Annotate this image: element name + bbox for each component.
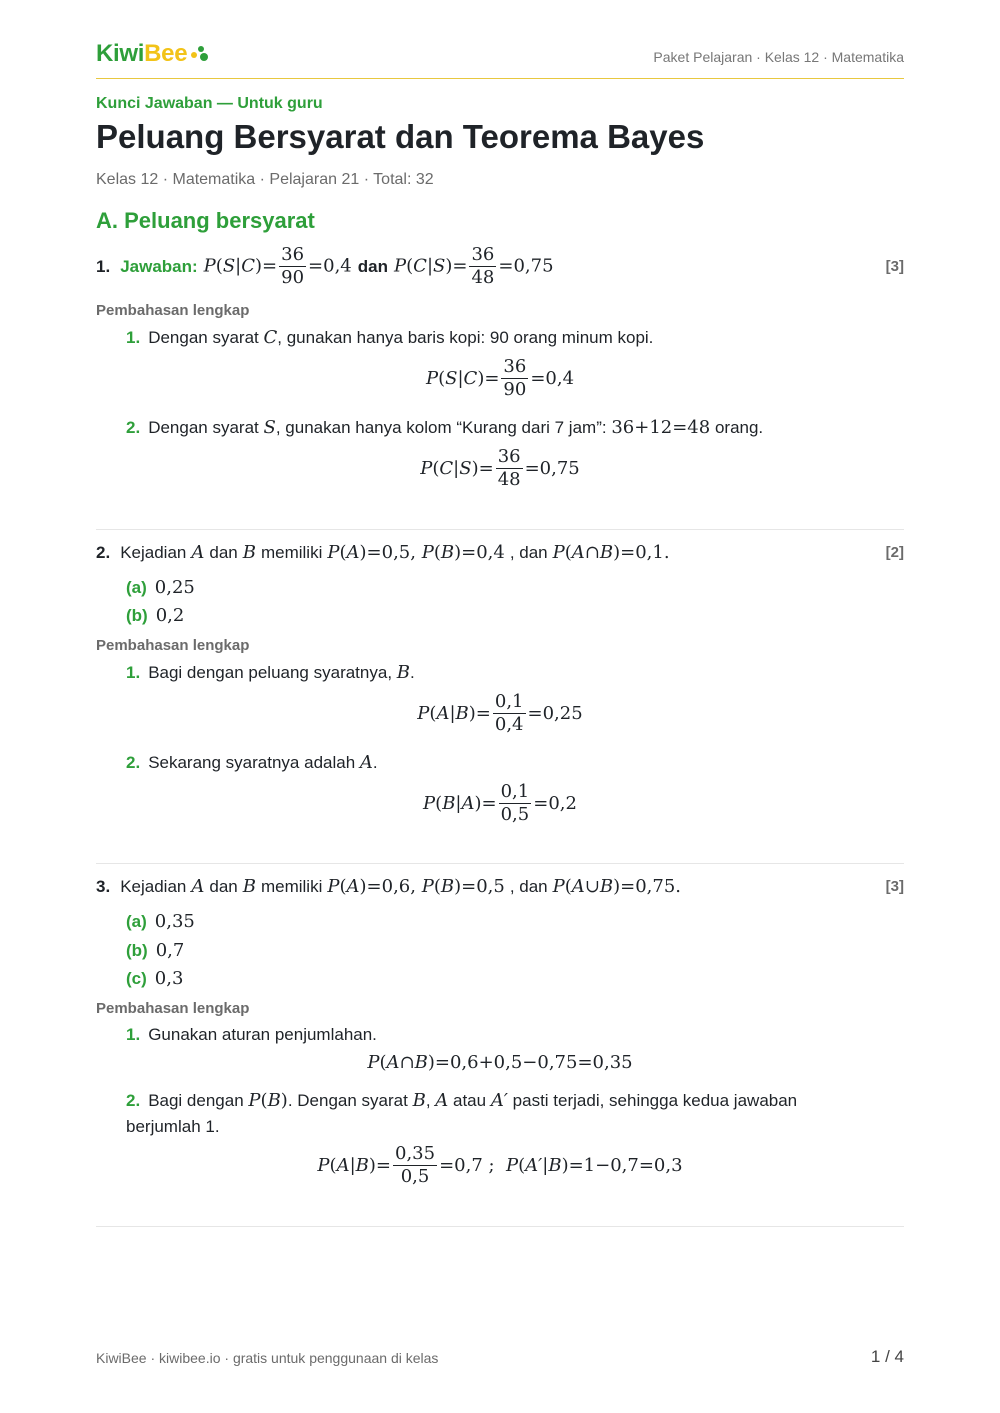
question-text: dan [209, 542, 238, 562]
equation: P(B|A)= $\frac{0,1}{0,5}$ =0,2 [423, 781, 577, 825]
equation: P(A|B)= $\frac{0,35}{0,5}$ =0,7 ; P(A′|B)=1−0,7=0,3 [317, 1143, 683, 1187]
solution-step: 2. Sekarang syaratnya adalah A. [126, 752, 378, 773]
question-text: dan [209, 876, 238, 896]
step-text: Dengan syarat [148, 418, 259, 437]
answer-key-label: Kunci Jawaban — Untuk guru [96, 95, 323, 112]
solution-heading: Pembahasan lengkap [96, 637, 250, 654]
points-badge: [2] [885, 544, 904, 561]
page-number: 1 / 4 [870, 1347, 904, 1366]
step-number: 1. [126, 328, 141, 347]
page-title: Peluang Bersyarat dan Teorema Bayes [96, 118, 705, 155]
points-badge: [3] [885, 878, 904, 895]
step-text: berjumlah 1. [126, 1117, 220, 1136]
equation: P(A|B)= $\frac{0,1}{0,4}$ =0,25 [417, 691, 583, 735]
solution-step [126, 1022, 866, 1048]
step-text: , gunakan hanya kolom “Kurang dari 7 jam”: [275, 418, 607, 437]
step-number: 1. [126, 663, 141, 682]
question-text: memiliki [260, 542, 323, 562]
question-text: , dan [509, 542, 548, 562]
page-header [96, 38, 904, 79]
option-a: (a) 0,35 [126, 911, 195, 932]
divider [96, 529, 904, 530]
step-text: Sekarang syaratnya adalah [148, 753, 356, 772]
step-text: Bagi dengan peluang syaratnya, [148, 663, 393, 682]
question-text: , dan [509, 876, 548, 896]
solution-step: 1. Bagi dengan peluang syaratnya, B. [126, 662, 415, 683]
math-answer-2: P(C|S)= $\frac{36}{48}$ =0,75 [394, 244, 554, 288]
option-c: (c) 0,3 [126, 968, 184, 989]
step-text: atau [453, 1091, 487, 1110]
solution-step: 2. Dengan syarat S, gunakan hanya kolom “Kurang dari 7 jam”: 36+12=48 orang. [126, 417, 764, 438]
question-text: memiliki [260, 876, 323, 896]
option-b: (b) 0,7 [126, 940, 185, 961]
kiwibee-logo [96, 40, 209, 68]
solution-heading: Pembahasan lengkap [96, 1000, 250, 1017]
equation: P(C|S)= $\frac{36}{48}$ =0,75 [420, 446, 580, 490]
conjunction-text: dan [357, 256, 388, 276]
divider [96, 1226, 904, 1227]
logo-bee-text: Bee [144, 40, 188, 67]
page-subtitle: Kelas 12 · Matematika · Pelajaran 21 · Total: 32 [96, 171, 434, 188]
header-meta: Paket Pelajaran · Kelas 12 · Matematika [653, 49, 904, 65]
equation: P(S|C)= $\frac{36}{90}$ =0,4 [425, 356, 575, 400]
question-text: Kejadian [120, 542, 187, 562]
logo-dots-icon [191, 46, 209, 62]
step-text: Gunakan aturan penjumlahan. [148, 1025, 377, 1044]
question-3-header: 3. Kejadian A dan B memiliki P(A)=0,6, P(B)=0,5 , dan P(A∪B)=0,75. [3] [96, 876, 904, 897]
step-number: 2. [126, 753, 141, 772]
step-text: Dengan syarat [148, 328, 259, 347]
section-heading-a: A. Peluang bersyarat [96, 208, 315, 233]
option-a: (a) 0,25 [126, 577, 195, 598]
step-number: 2. [126, 418, 141, 437]
question-number: 3. [96, 876, 111, 896]
step-text: , gunakan hanya baris kopi: 90 orang minum kopi. [277, 328, 654, 347]
step-text: . Dengan syarat [287, 1091, 408, 1110]
logo-kiwi-text: Kiwi [96, 40, 145, 67]
math-answer-1: P(S|C)= $\frac{36}{90}$ =0,4 [203, 244, 352, 288]
solution-heading: Pembahasan lengkap [96, 302, 250, 319]
points-badge: [3] [885, 258, 904, 275]
solution-step: 2. Bagi dengan P(B). Dengan syarat B, A atau A′ pasti terjadi, sehingga kedua jawaban berjumlah 1. [126, 1090, 798, 1136]
option-b: (b) 0,2 [126, 605, 185, 626]
step-text: Bagi dengan [148, 1091, 244, 1110]
divider [96, 863, 904, 864]
question-number: 2. [96, 542, 111, 562]
answer-label: Jawaban: [120, 256, 198, 276]
footer-credit: KiwiBee · kiwibee.io · gratis untuk penggunaan di kelas [96, 1350, 439, 1366]
question-2-header: 2. Kejadian A dan B memiliki P(A)=0,5, P(B)=0,4 , dan P(A∩B)=0,1. [2] [96, 542, 904, 563]
question-number: 1. [96, 256, 111, 276]
equation: P(A∩B)=0,6+0,5−0,75=0,35 [367, 1052, 633, 1073]
step-number: 2. [126, 1091, 141, 1110]
step-number: 1. [126, 1025, 141, 1044]
question-1-header [96, 244, 904, 289]
step-text: orang. [714, 418, 764, 437]
solution-step: 1. Dengan syarat C, gunakan hanya baris kopi: 90 orang minum kopi. [126, 327, 654, 348]
question-text: Kejadian [120, 876, 187, 896]
step-text: pasti terjadi, sehingga kedua jawaban [512, 1091, 798, 1110]
